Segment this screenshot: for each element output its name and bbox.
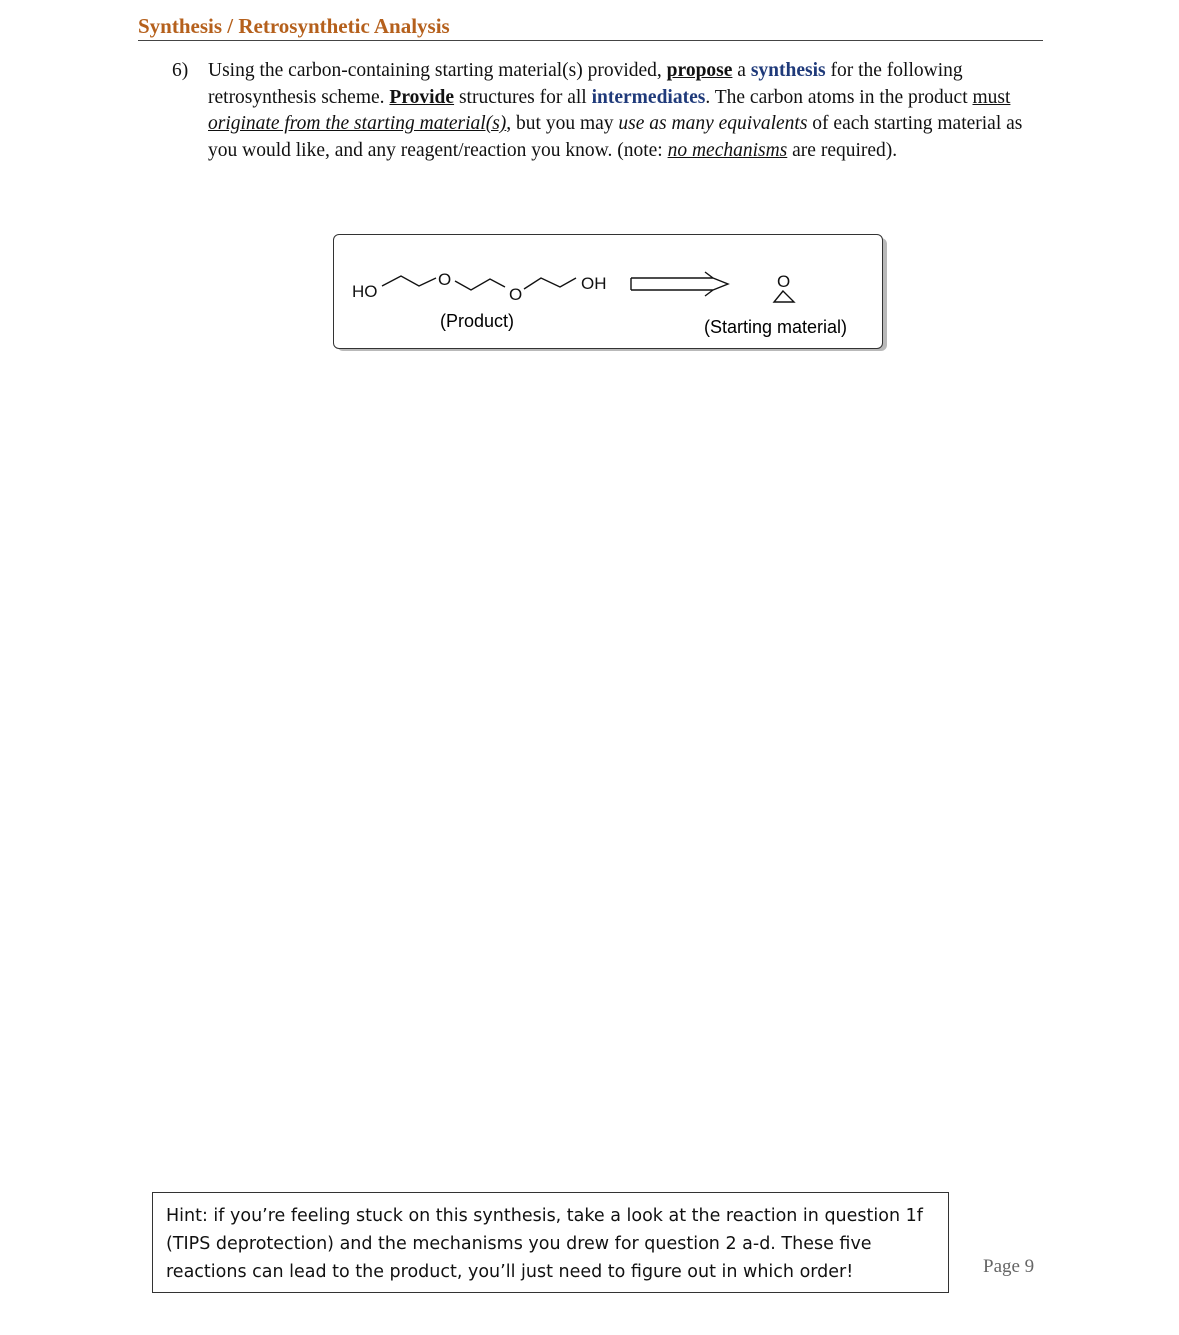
keyword-intermediates: intermediates [591,86,706,108]
product-structure [455,279,505,290]
question-text-part: are required). [787,139,898,161]
section-title: Synthesis / Retrosynthetic Analysis [138,14,450,38]
product-label: (Product) [440,311,515,331]
retrosynthesis-scheme [333,234,883,350]
atom-o2: O [509,285,523,304]
keyword-provide: Provide [389,86,455,108]
starting-material-label: (Starting material) [704,317,848,337]
epoxide-ring [774,291,794,302]
atom-o1: O [438,270,452,289]
product-structure [524,278,576,289]
atom-epoxide-o: O [777,272,791,291]
question-text-part: for the following retrosynthesis scheme. [208,60,963,108]
question-text-part: structures for all [454,86,592,108]
emphasis-must: must [972,86,1011,108]
page-number: Page 9 [983,1256,1035,1277]
question-text-part: Using the carbon-containing starting material(s) provided, [208,60,667,81]
hint-box [152,1192,949,1293]
question-number: 6) [172,60,189,81]
keyword-propose: propose [666,60,733,81]
question-text-part: . The carbon atoms in the product [705,86,973,108]
emphasis-no-mechanisms: no mechanisms [667,139,788,161]
question-text-part: , but you may [506,113,619,134]
keyword-synthesis: synthesis [750,60,826,81]
atom-oh: OH [581,274,607,293]
product-structure [382,276,436,286]
emphasis-equivalents: use as many equivalents [618,113,808,134]
section-header [138,12,1043,41]
emphasis-originate: originate from the starting material(s) [208,113,507,134]
question-text-part: of each starting material as you would like, and any reagent/reaction you know. (note: [208,113,1023,161]
retrosynthesis-arrow [631,272,728,296]
question-text [208,58,1044,164]
hint-text: Hint: if you’re feeling stuck on this synthesis, take a look at the reaction in question 1f (TIPS deprotection) and the mechanisms you drew for question 2 a-d. These five reactions can lead to the product, you’ll just need to figure out in which order! [166,1206,923,1282]
question-text-part: a [732,60,751,81]
atom-ho: HO [352,282,378,301]
